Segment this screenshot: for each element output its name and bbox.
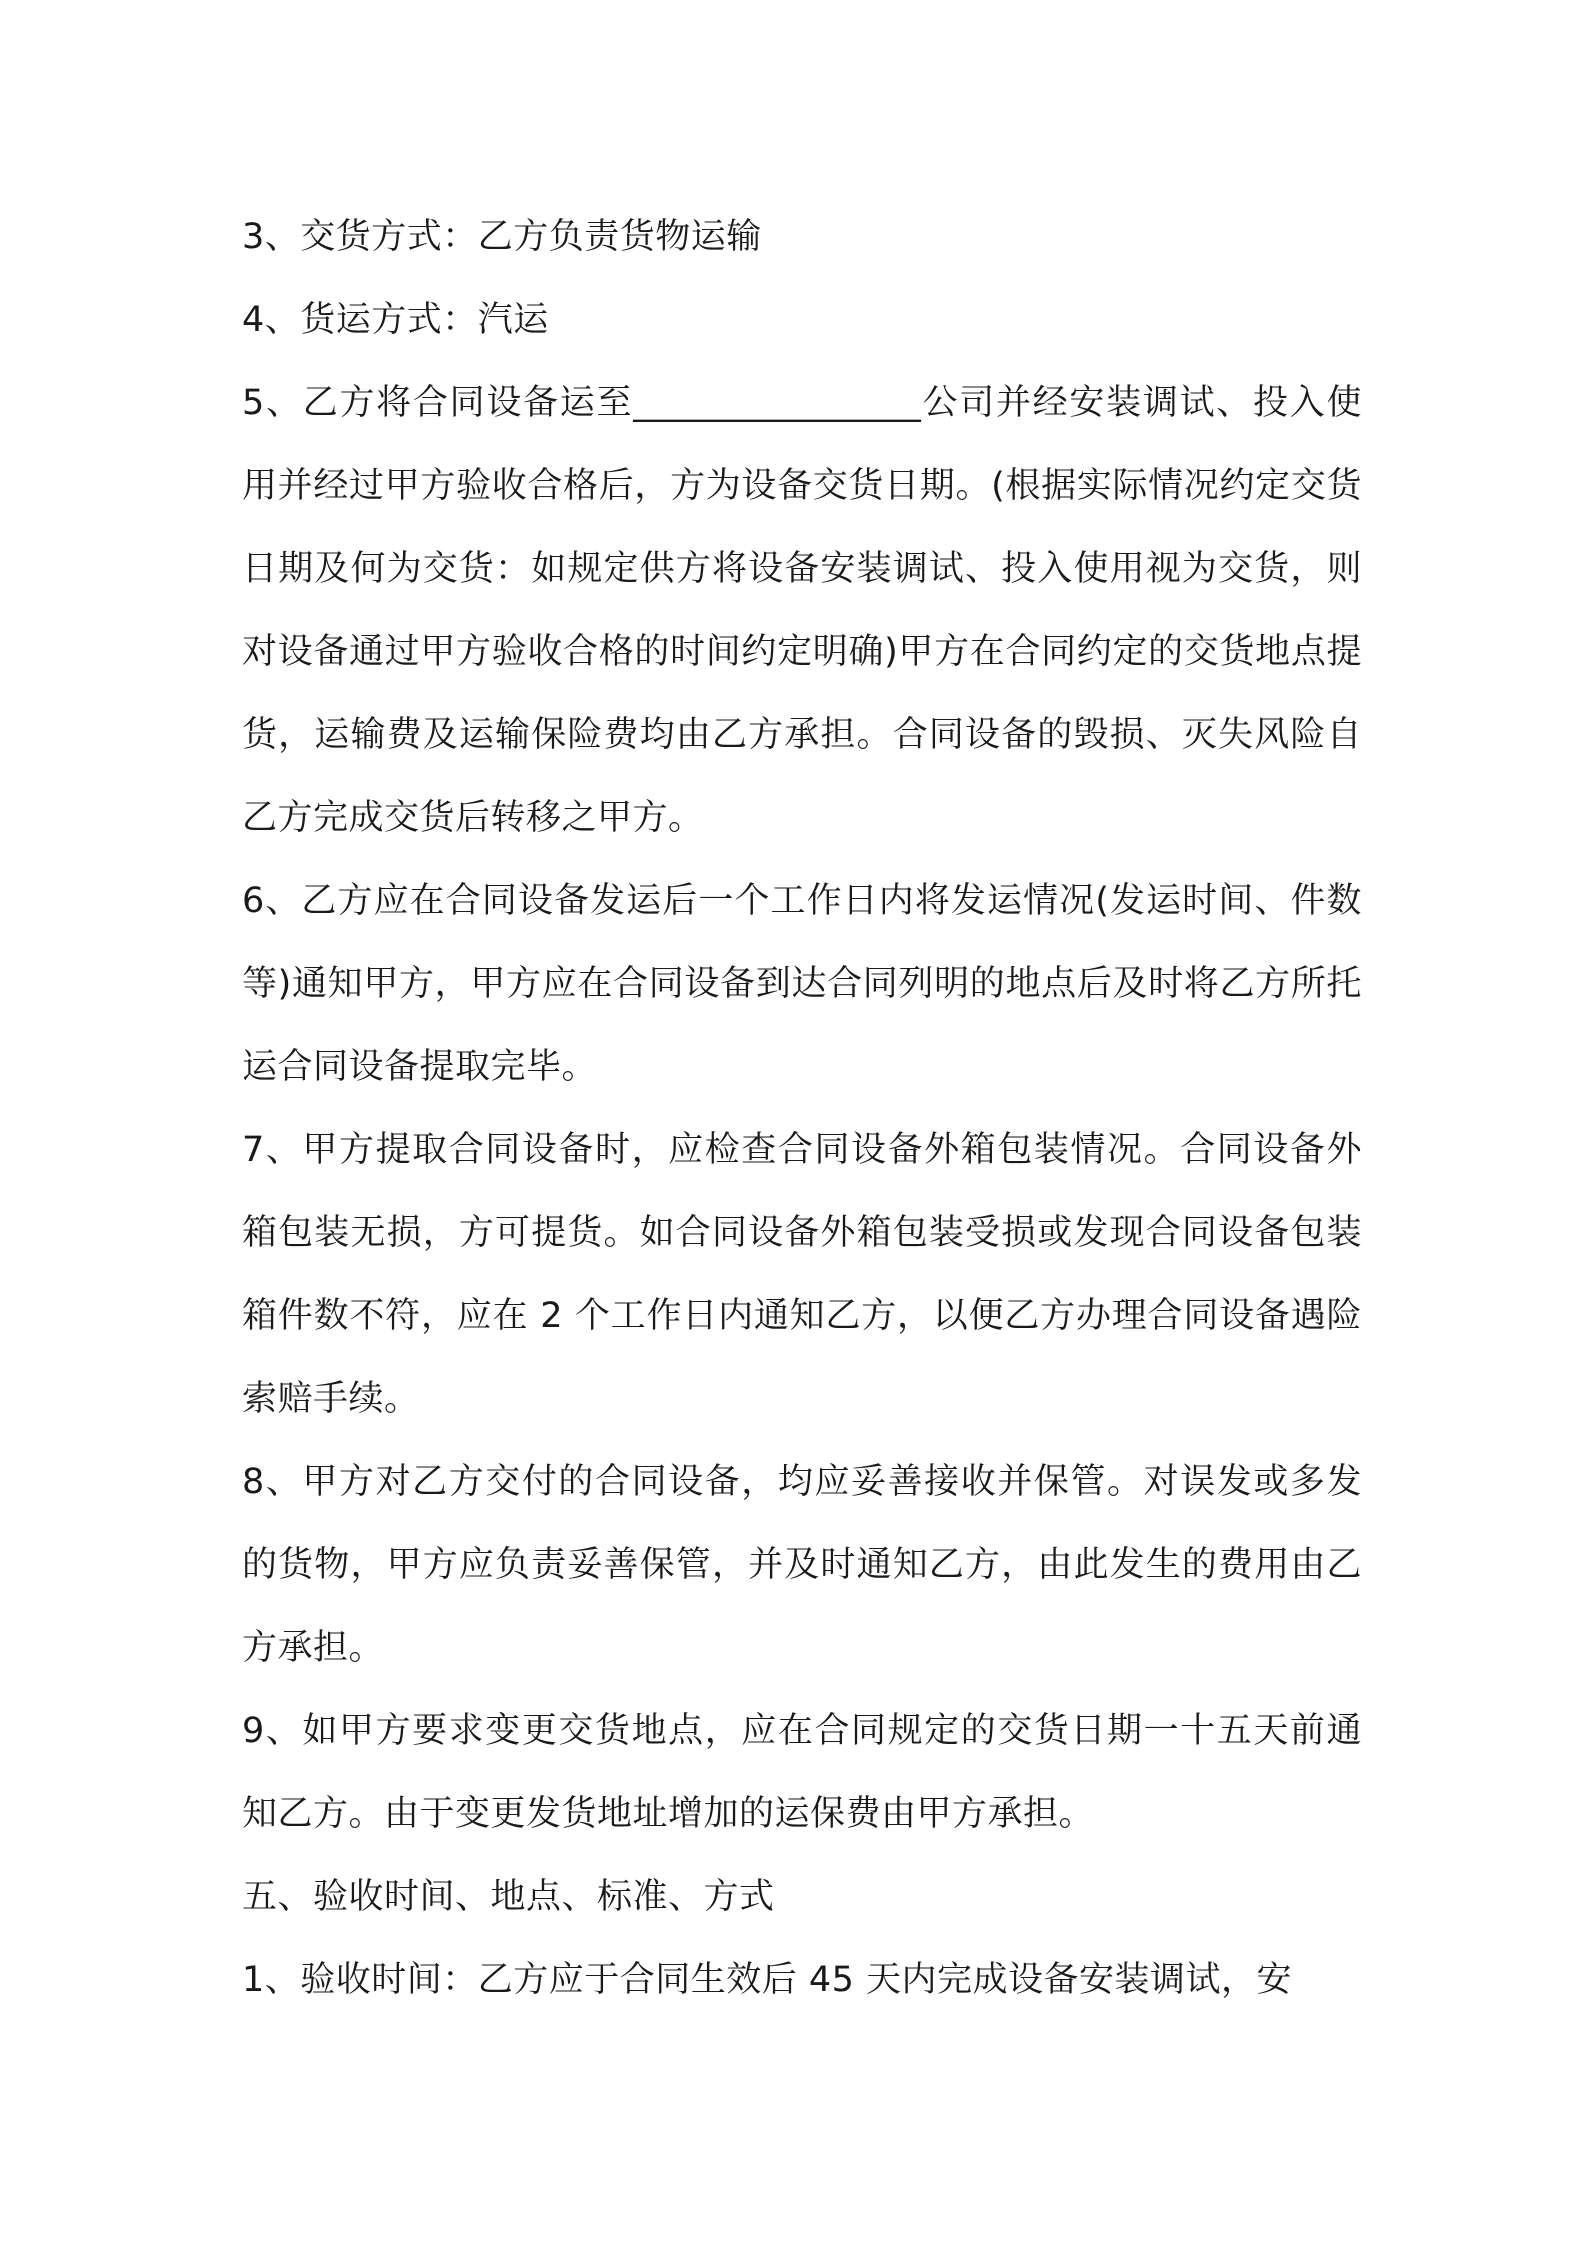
clause-receipt-custody: 8、甲方对乙方交付的合同设备，均应妥善接收并保管。对误发或多发的货物，甲方应负责妥善保管，并及时通知乙方，由此发生的费用由乙方承担。 <box>242 1462 1362 1668</box>
clause-change-delivery-location: 9、如甲方要求变更交货地点，应在合同规定的交货日期一十五天前通知乙方。由于变更发货地址增加的运保费由甲方承担。 <box>242 1711 1362 1834</box>
clause-package-inspection: 7、甲方提取合同设备时，应检查合同设备外箱包装情况。合同设备外箱包装无损，方可提货。如合同设备外箱包装受损或发现合同设备包装箱件数不符，应在 2 个工作日内通知乙方，以便乙方办理合同设备遇险索赔手续。 <box>242 1130 1362 1419</box>
clause-acceptance-time: 1、验收时间：乙方应于合同生效后 45 天内完成设备安装调试，安 <box>242 1960 1293 2000</box>
section-heading-acceptance: 五、验收时间、地点、标准、方式 <box>242 1877 775 1917</box>
clause-delivery-destination: 5、乙方将合同设备运至________________公司并经安装调试、投入使用并经过甲方验收合格后，方为设备交货日期。(根据实际情况约定交货日期及何为交货：如规定供方将设备安装调试、投入使用视为交货，则对设备通过甲方验收合格的时间约定明确)甲方在合同约定的交货地点提货，运输费及运输保险费均由乙方承担。合同设备的毁损、灭失风险自乙方完成交货后转移之甲方。 <box>242 383 1362 838</box>
clause-shipping-notice: 6、乙方应在合同设备发运后一个工作日内将发运情况(发运时间、件数等)通知甲方，甲方应在合同设备到达合同列明的地点后及时将乙方所托运合同设备提取完毕。 <box>242 881 1362 1087</box>
document-body <box>242 196 1362 2022</box>
clause-freight-method: 4、货运方式：汽运 <box>242 300 549 340</box>
clause-delivery-method: 3、交货方式：乙方负责货物运输 <box>242 217 762 257</box>
